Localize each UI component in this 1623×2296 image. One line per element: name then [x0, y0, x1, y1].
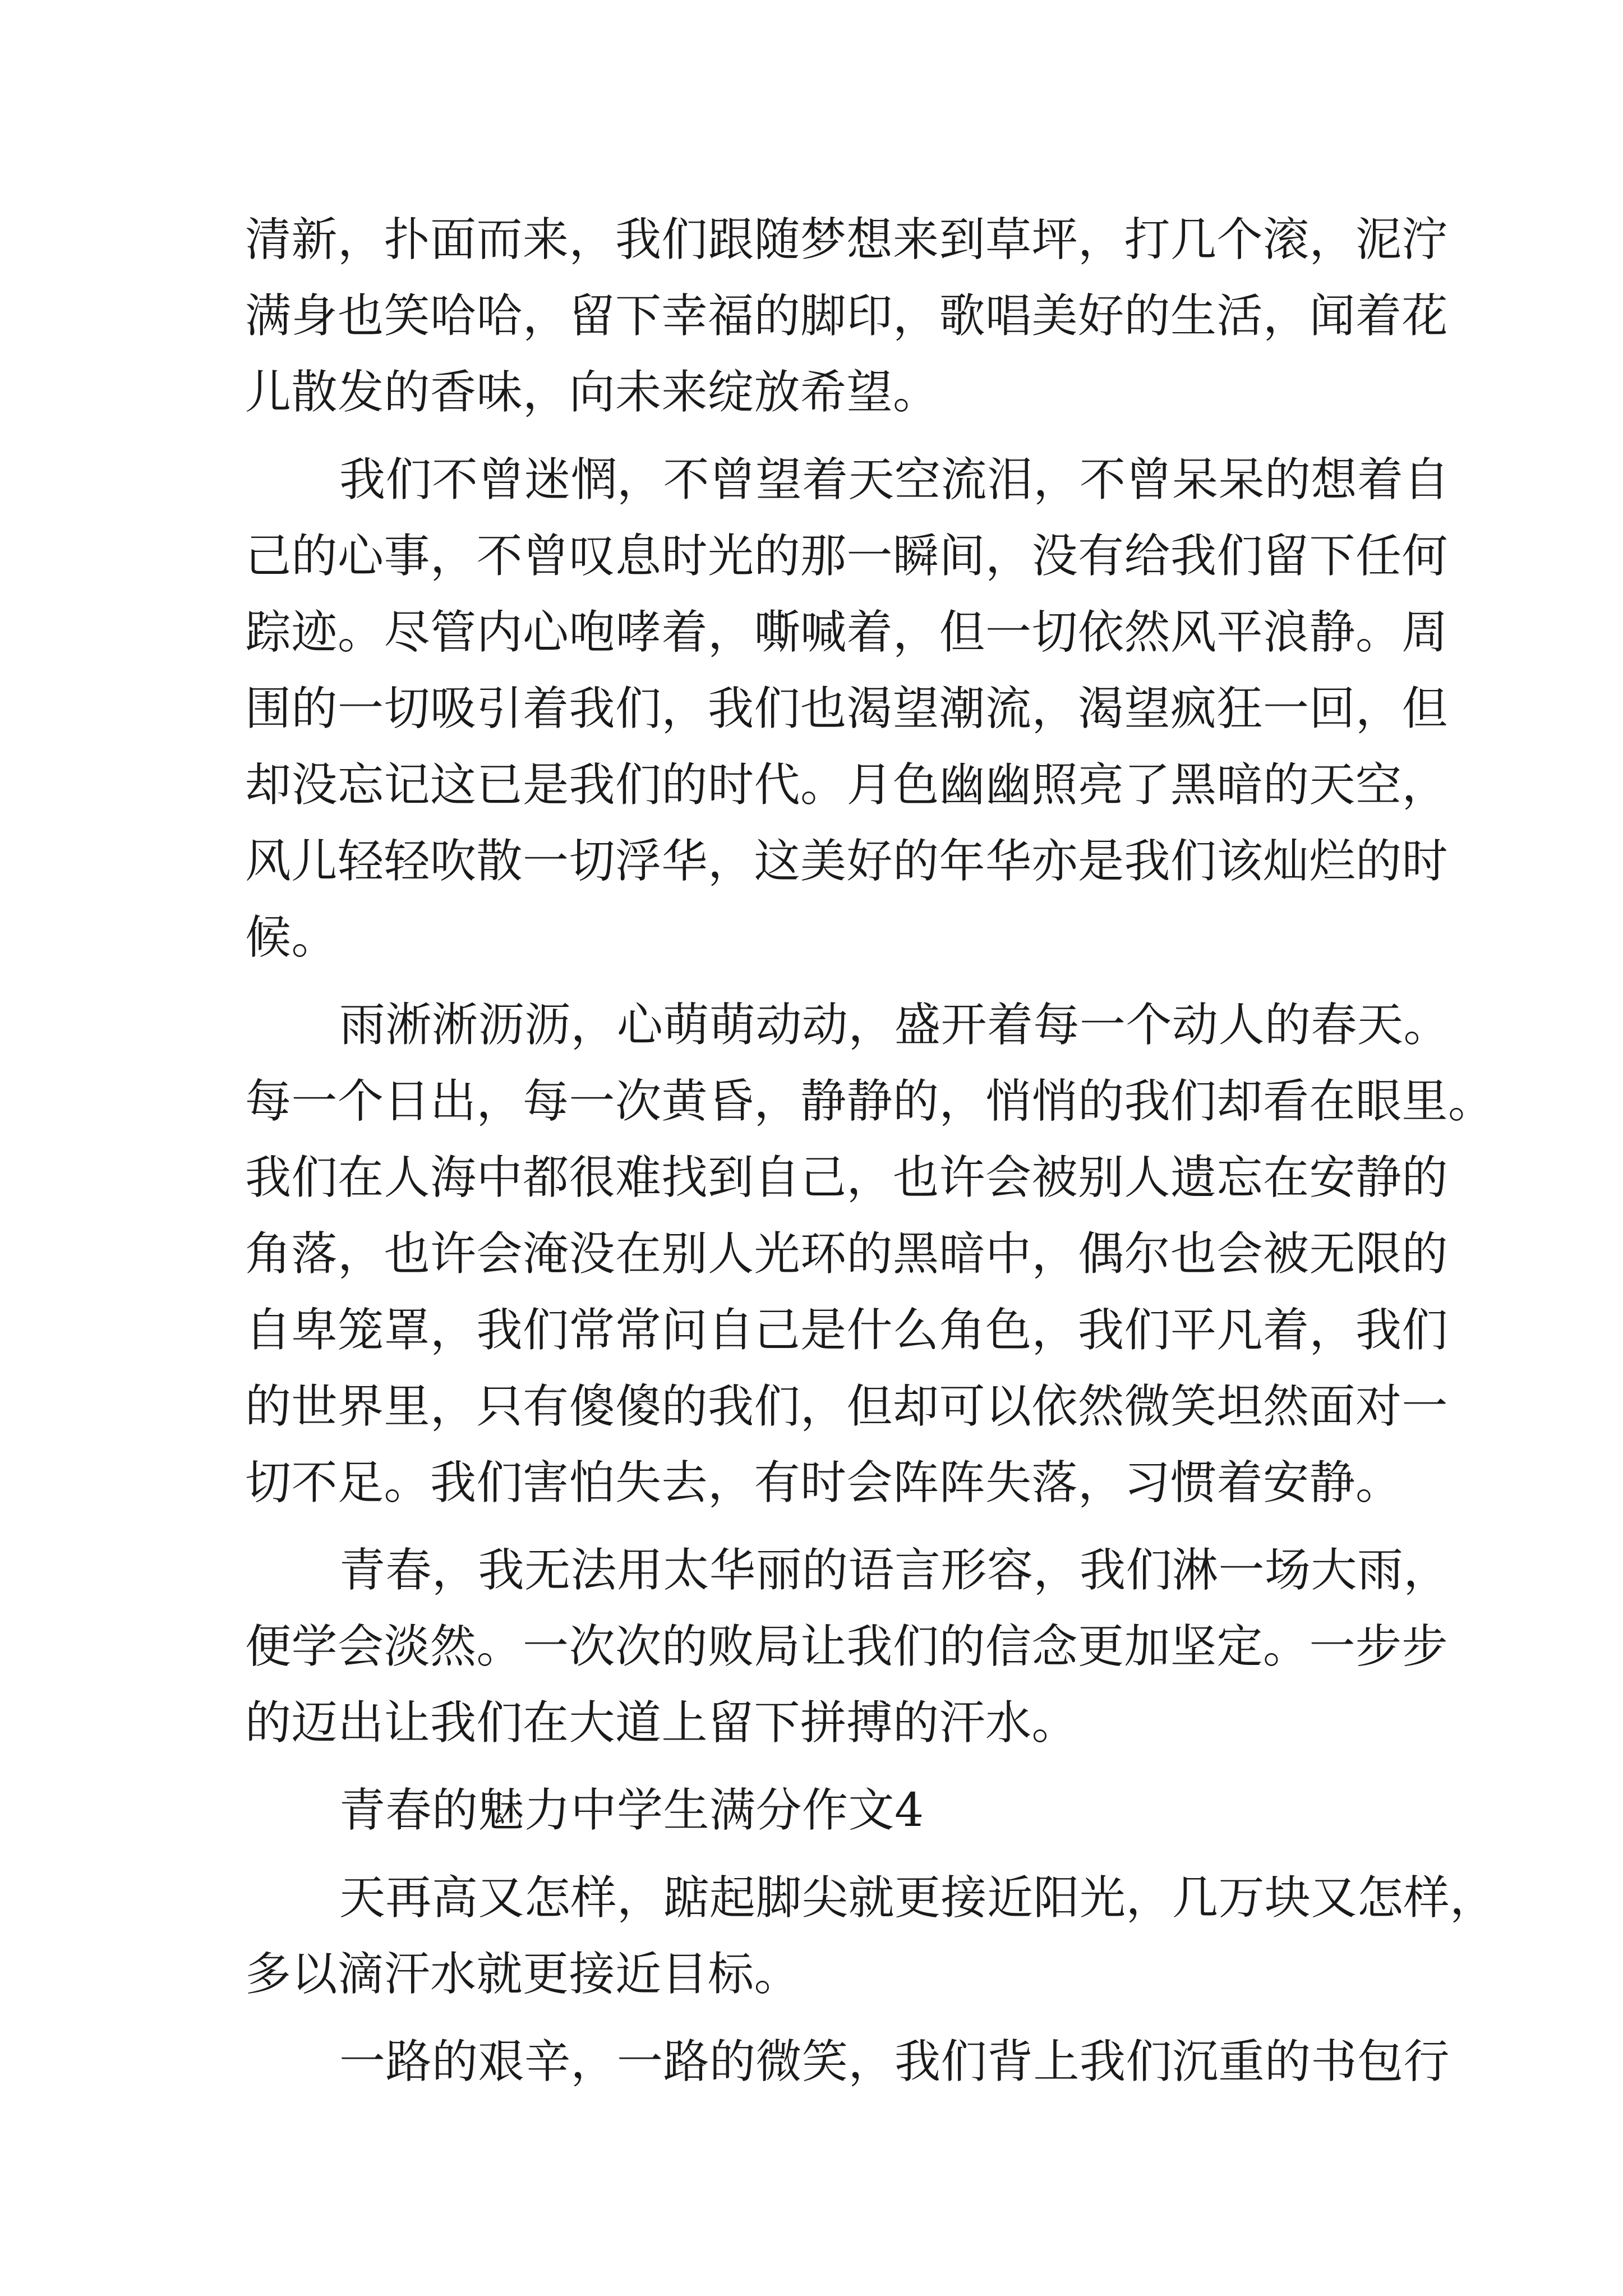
text-line: 我们在人海中都很难找到自己，也许会被别人遗忘在安静的: [245, 1151, 1449, 1204]
text-line: 满身也笑哈哈，留下幸福的脚印，歌唱美好的生活，闻着花: [245, 289, 1449, 343]
text-line: 风儿轻轻吹散一切浮华，这美好的年华亦是我们该灿烂的时: [245, 835, 1449, 888]
text-line: 儿散发的香味，向未来绽放希望。: [245, 366, 939, 419]
document-body: [245, 202, 1496, 2100]
text-line: 清新，扑面而来，我们跟随梦想来到草坪，打几个滚，泥泞: [245, 213, 1449, 266]
paragraph-gap: [245, 976, 1389, 987]
paragraph-gap: [245, 1849, 1389, 1860]
text-line: 青春的魅力中学生满分作文4: [339, 1784, 924, 1837]
text-line: 的世界里，只有傻傻的我们，但却可以依然微笑坦然面对一: [245, 1380, 1449, 1433]
paragraph-gap: [245, 2013, 1389, 2024]
text-line: 切不足。我们害怕失去，有时会阵阵失落，习惯着安静。: [245, 1456, 1402, 1510]
text-line: 我们不曾迷惘，不曾望着天空流泪，不曾呆呆的想着自: [339, 453, 1450, 507]
text-line: 青春，我无法用太华丽的语言形容，我们淋一场大雨，: [339, 1544, 1450, 1597]
text-line: 天再高又怎样，踮起脚尖就更接近阳光，几万块又怎样，: [339, 1871, 1496, 1925]
paragraph-gap: [245, 1521, 1389, 1533]
text-line: 便学会淡然。一次次的败局让我们的信念更加坚定。一步步: [245, 1620, 1449, 1673]
text-line: 却没忘记这已是我们的时代。月色幽幽照亮了黑暗的天空，: [245, 758, 1449, 812]
text-line: 围的一切吸引着我们，我们也渴望潮流，渴望疯狂一回，但: [245, 682, 1449, 735]
text-line: 踪迹。尽管内心咆哮着，嘶喊着，但一切依然风平浪静。周: [245, 606, 1449, 659]
text-line: 角落，也许会淹没在别人光环的黑暗中，偶尔也会被无限的: [245, 1227, 1449, 1281]
text-line: 雨淅淅沥沥，心萌萌动动，盛开着每一个动人的春天。: [339, 999, 1450, 1052]
text-line: 每一个日出，每一次黄昏，静静的，悄悄的我们却看在眼里。: [245, 1075, 1495, 1128]
text-line: 候。: [245, 911, 338, 964]
paragraph-gap: [245, 431, 1389, 442]
text-line: 多以滴汗水就更接近目标。: [245, 1948, 801, 2001]
text-line: 的迈出让我们在大道上留下拼搏的汗水。: [245, 1696, 1078, 1750]
text-line: 一路的艰辛，一路的微笑，我们背上我们沉重的书包行: [339, 2035, 1450, 2088]
text-line: 己的心事，不曾叹息时光的那一瞬间，没有给我们留下任何: [245, 530, 1449, 583]
paragraph-gap: [245, 1761, 1389, 1773]
text-line: 自卑笼罩，我们常常问自己是什么角色，我们平凡着，我们: [245, 1304, 1449, 1357]
